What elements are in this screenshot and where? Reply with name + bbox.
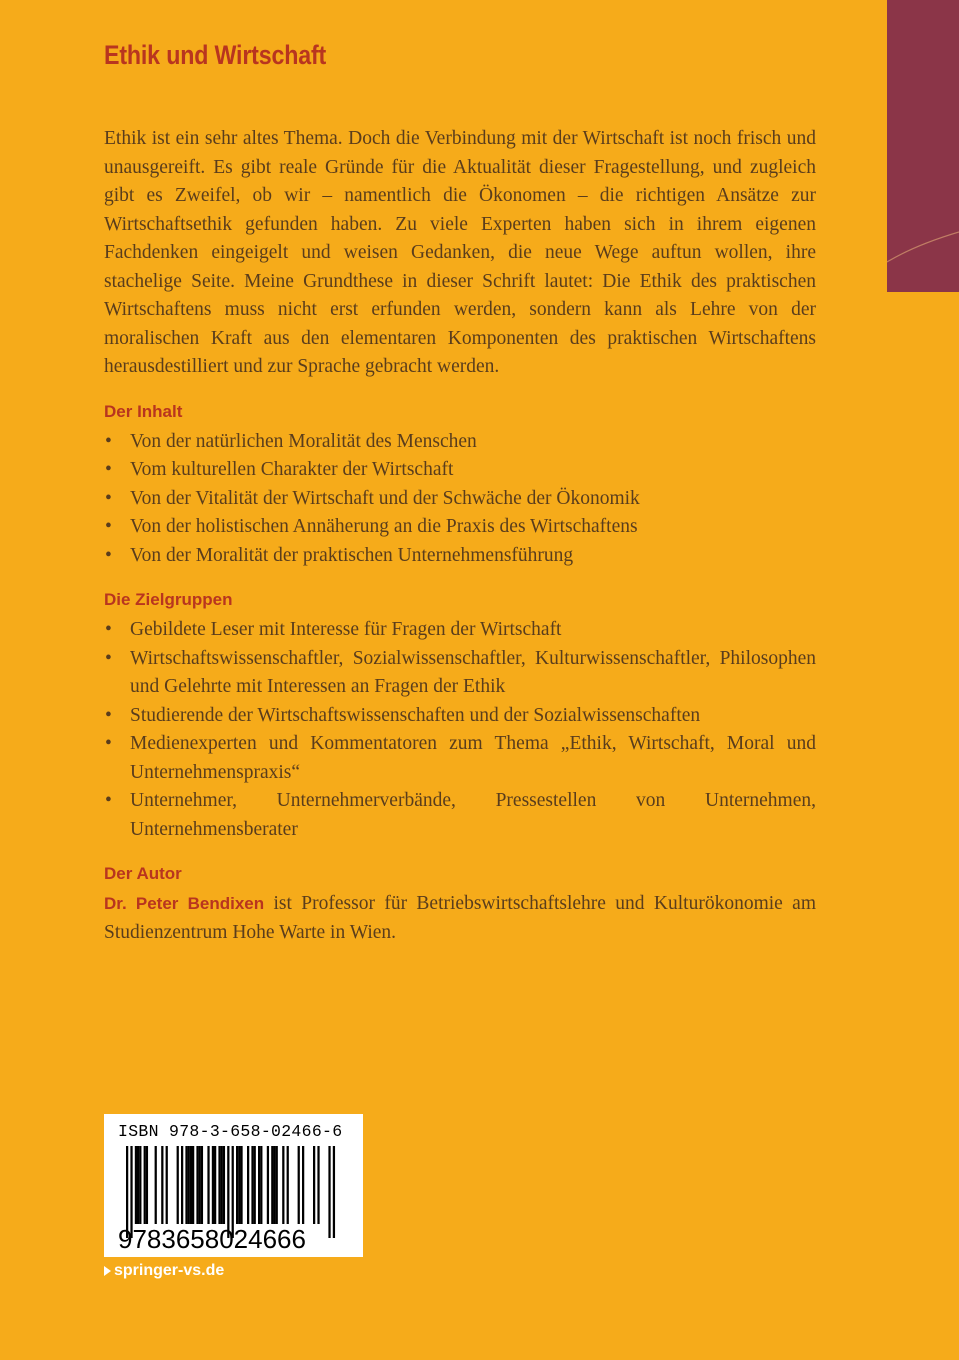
barcode-bar (214, 1146, 216, 1224)
barcode-bar (254, 1146, 256, 1224)
inhalt-heading: Der Inhalt (104, 401, 183, 421)
barcode-bar (196, 1146, 198, 1224)
bullet-icon: • (105, 544, 112, 566)
arrow-right-icon (104, 1266, 111, 1276)
author-bio-text: ist Professor für Betriebswirtschaftslehre und Kulturökonomie am Studienzentrum Hohe Warte in Wien. (104, 893, 817, 943)
barcode-bar (333, 1146, 335, 1238)
barcode-bar (161, 1146, 163, 1224)
barcode-box (104, 1114, 363, 1257)
barcode-digits: 9783658024666 (118, 1224, 306, 1254)
barcode-bar (199, 1146, 201, 1224)
list-item: • Studierende der Wirtschaftswissenschaften und der Sozialwissenschaften (104, 702, 816, 731)
bullet-icon: • (105, 619, 112, 640)
isbn-label: ISBN 978-3-658-02466-6 (118, 1122, 343, 1141)
barcode-bar (236, 1146, 238, 1224)
bullet-icon: • (105, 516, 112, 537)
barcode-bar (251, 1146, 253, 1224)
bullet-icon: • (105, 704, 112, 726)
barcode-bar (166, 1146, 168, 1224)
list-item: • Wirtschaftswissenschaftler, Sozialwissenschaftler, Kulturwissenschaftler, Philosophen und Gelehrte mit Interessen an Fragen der Ethik (104, 645, 816, 702)
barcode-bar (207, 1146, 209, 1224)
list-item: • Vom kulturellen Charakter der Wirtschaft (104, 456, 816, 485)
bullet-icon: • (105, 459, 112, 480)
bullet-icon: • (105, 487, 112, 509)
barcode-bar (238, 1146, 240, 1224)
barcode-bar (302, 1146, 304, 1224)
autor-heading: Der Autor (104, 864, 182, 883)
barcode-bar (267, 1146, 269, 1224)
zielgruppen-heading: Die Zielgruppen (104, 590, 233, 609)
bullet-icon: • (105, 733, 112, 754)
barcode-bar (155, 1146, 157, 1224)
barcode-bar (273, 1146, 275, 1224)
author-bio (104, 890, 816, 947)
list-item: • Unternehmer, Unternehmerverbände, Pressestellen von Unternehmen, Unternehmensberater (104, 787, 816, 844)
barcode-bar (298, 1146, 300, 1224)
list-item: • Von der Moralität der praktischen Unternehmensführung (104, 542, 816, 571)
barcode-bar (212, 1146, 214, 1224)
barcode-bar (135, 1146, 137, 1224)
barcode-bar (221, 1146, 223, 1224)
accent-band (887, 0, 959, 292)
barcode-bar (188, 1146, 190, 1224)
book-title: Ethik und Wirtschaft (104, 40, 327, 70)
bullet-icon: • (105, 790, 112, 811)
barcode-bar (328, 1146, 330, 1238)
barcode-bar (177, 1146, 179, 1224)
barcode-bar (240, 1146, 242, 1224)
list-item: • Gebildete Leser mit Interesse für Fragen der Wirtschaft (104, 616, 816, 645)
barcode-bar (271, 1146, 273, 1224)
barcode-bar (185, 1146, 187, 1224)
intro-paragraph: Ethik ist ein sehr altes Thema. Doch die Verbindung mit der Wirtschaft ist noch frisch und unausgereift. Es gibt reale Gründe für die Aktualität dieser Fragestellung, und zugleich gibt es Zweifel, ob wir – namentlich die Ökonomen – die richtigen Ansätze zur Wirtschaftsethik gefunden haben. Zu viele Experten haben sich in ihrem eigenen Fachdenken eingeigelt und weisen Gedanken, die neue Wege auftun wollen, ihre stachelige Seite. Meine Grundthese in dieser Schrift lautet: Die Ethik des praktischen Wirtschaftens muss nicht erst erfunden werden, sondern kann als Lehre von der moralischen Kraft aus den elementaren Komponenten des praktischen Wirtschaftens herausdestilliert und zur Sprache gebracht werden. (104, 128, 816, 377)
list-item: • Medienexperten und Kommentatoren zum Thema „Ethik, Wirtschaft, Moral und Unternehmenspraxis“ (104, 730, 816, 787)
publisher-link[interactable] (104, 1262, 224, 1280)
barcode-bar (247, 1146, 249, 1224)
barcode-bar (313, 1146, 315, 1224)
zielgruppen-list (104, 616, 816, 844)
list-item: • Von der holistischen Annäherung an die Praxis des Wirtschaftens (104, 513, 816, 542)
barcode-bar (287, 1146, 289, 1224)
publisher-label: springer-vs.de (114, 1262, 225, 1279)
barcode-bar (282, 1146, 284, 1224)
barcode-bar (276, 1146, 278, 1224)
barcode-bar (192, 1146, 194, 1224)
barcode-bar (181, 1146, 183, 1224)
barcode-bar (223, 1146, 225, 1224)
barcode-bar (137, 1146, 139, 1224)
barcode-bar (144, 1146, 146, 1224)
author-name: Dr. Peter Bendixen (104, 894, 265, 913)
bullet-icon: • (105, 430, 112, 452)
list-item: • Von der Vitalität der Wirtschaft und der Schwäche der Ökonomik (104, 485, 816, 514)
barcode-bar (190, 1146, 192, 1224)
bullet-icon: • (105, 647, 112, 669)
barcode-bar (218, 1146, 220, 1224)
barcode-bar (146, 1146, 148, 1224)
inhalt-list (104, 428, 816, 571)
barcode-bar (260, 1146, 262, 1224)
barcode-bar (139, 1146, 141, 1224)
back-cover-content (104, 125, 816, 947)
barcode-bar (201, 1146, 203, 1224)
barcode-bar (317, 1146, 319, 1224)
list-item: • Von der natürlichen Moralität des Menschen (104, 428, 816, 457)
barcode-bar (258, 1146, 260, 1224)
accent-curve (887, 0, 959, 292)
